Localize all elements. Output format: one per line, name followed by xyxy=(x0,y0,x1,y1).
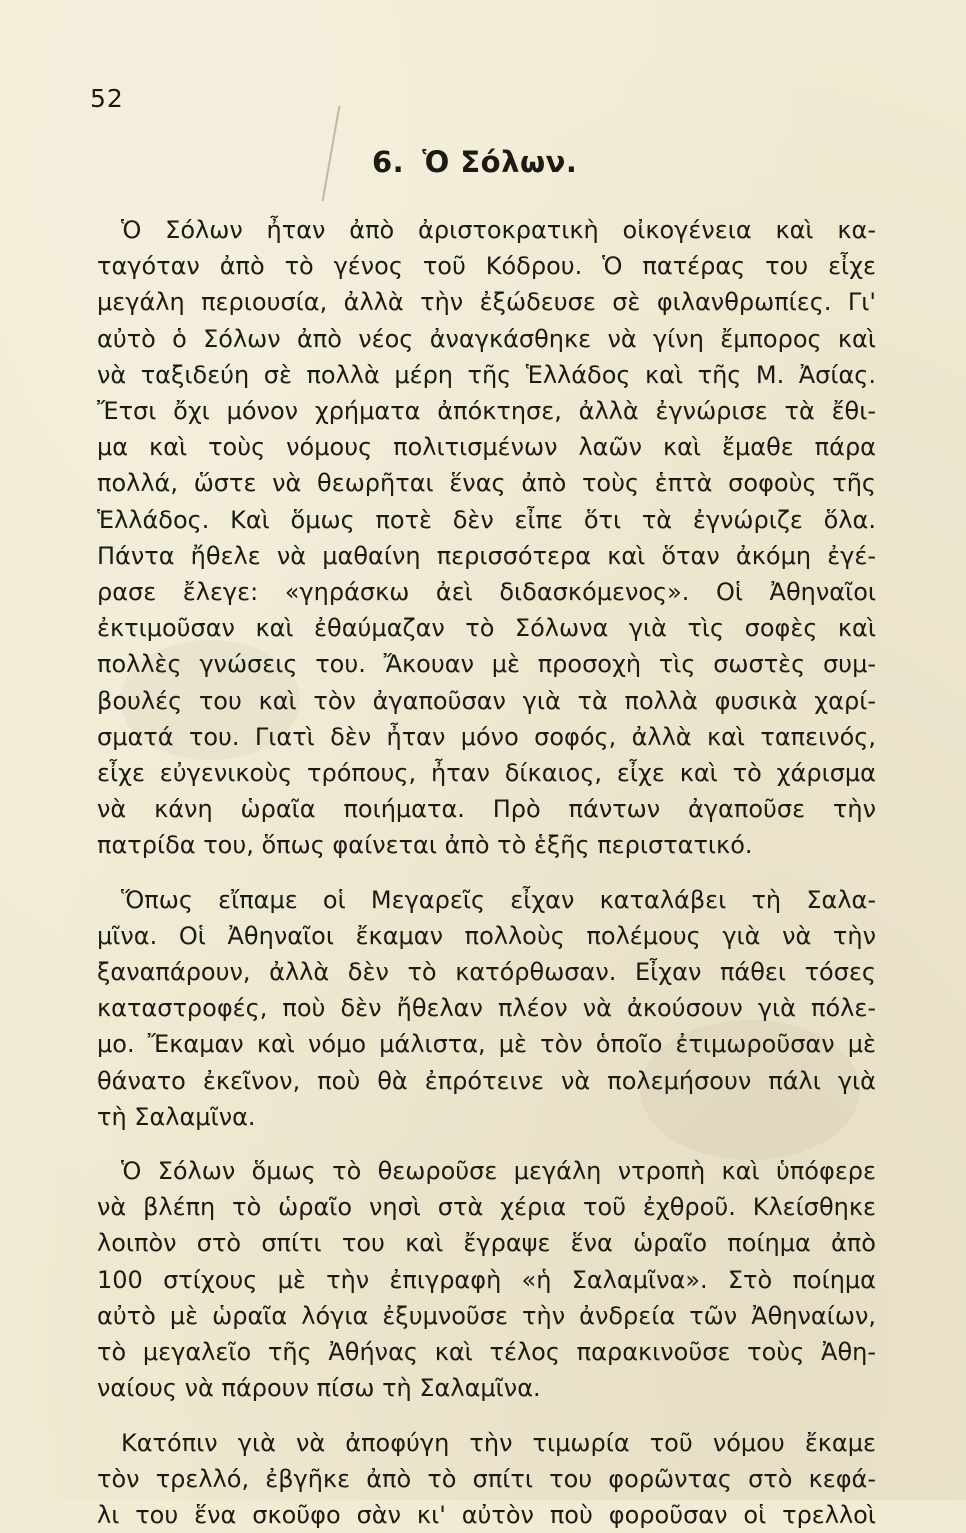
chapter-title: Ὁ Σόλων. xyxy=(422,145,577,179)
text-line: 100 στίχους μὲ τὴν ἐπιγραφὴ «ἡ Σαλαμῖνα». Στὸ ποίημα xyxy=(97,1262,876,1298)
text-line: τὸ μεγαλεῖο τῆς Ἀθήνας καὶ τέλος παρακινοῦσε τοὺς Ἀθη- xyxy=(97,1334,876,1370)
text-line: αὐτὸ ὁ Σόλων ἀπὸ νέος ἀναγκάσθηκε νὰ γίνη ἔμπορος καὶ xyxy=(97,321,876,357)
text-line: τὴ Σαλαμῖνα. xyxy=(97,1099,876,1135)
text-line: Ὁ Σόλων ἦταν ἀπὸ ἀριστοκρατικὴ οἰκογένεια καὶ κα- xyxy=(97,212,876,248)
text-line: θάνατο ἐκεῖνον, ποὺ θὰ ἐπρότεινε νὰ πολεμήσουν πάλι γιὰ xyxy=(97,1063,876,1099)
text-line: σματά του. Γιατὶ δὲν ἦταν μόνο σοφός, ἀλλὰ καὶ ταπεινός, xyxy=(97,719,876,755)
text-line: νὰ βλέπη τὸ ὡραῖο νησὶ στὰ χέρια τοῦ ἐχθροῦ. Κλείσθηκε xyxy=(97,1189,876,1225)
text-line: ναίους νὰ πάρουν πίσω τὴ Σαλαμῖνα. xyxy=(97,1370,876,1406)
text-line: ταγόταν ἀπὸ τὸ γένος τοῦ Κόδρου. Ὁ πατέρας του εἶχε xyxy=(97,248,876,284)
page-number: 52 xyxy=(90,84,124,113)
body-text xyxy=(97,212,876,1533)
text-line: Κατόπιν γιὰ νὰ ἀποφύγη τὴν τιμωρία τοῦ νόμου ἔκαμε xyxy=(97,1425,876,1461)
text-line: Ὅπως εἴπαμε οἱ Μεγαρεῖς εἶχαν καταλάβει τὴ Σαλα- xyxy=(97,882,876,918)
paragraph xyxy=(97,1153,876,1406)
chapter-number: 6. xyxy=(372,145,404,179)
text-line: μα καὶ τοὺς νόμους πολιτισμένων λαῶν καὶ ἔμαθε πάρα xyxy=(97,429,876,465)
text-line: πατρίδα του, ὅπως φαίνεται ἀπὸ τὸ ἑξῆς περιστατικό. xyxy=(97,827,876,863)
text-line: Ἔτσι ὄχι μόνον χρήματα ἀπόκτησε, ἀλλὰ ἐγνώρισε τὰ ἔθι- xyxy=(97,393,876,429)
text-line: Πάντα ἤθελε νὰ μαθαίνη περισσότερα καὶ ὅταν ἀκόμη ἐγέ- xyxy=(97,538,876,574)
text-line: Ὁ Σόλων ὅμως τὸ θεωροῦσε μεγάλη ντροπὴ καὶ ὑπόφερε xyxy=(97,1153,876,1189)
text-line: ξαναπάρουν, ἀλλὰ δὲν τὸ κατόρθωσαν. Εἶχαν πάθει τόσες xyxy=(97,954,876,990)
paragraph xyxy=(97,1425,876,1533)
text-line: μεγάλη περιουσία, ἀλλὰ τὴν ἐξώδευσε σὲ φιλανθρωπίες. Γι' xyxy=(97,284,876,320)
text-line: Ἑλλάδος. Καὶ ὅμως ποτὲ δὲν εἶπε ὅτι τὰ ἐγνώριζε ὅλα. xyxy=(97,502,876,538)
text-line: νὰ κάνη ὡραῖα ποιήματα. Πρὸ πάντων ἀγαποῦσε τὴν xyxy=(97,791,876,827)
paragraph xyxy=(97,882,876,1135)
text-line: πολλά, ὥστε νὰ θεωρῆται ἕνας ἀπὸ τοὺς ἑπτὰ σοφοὺς τῆς xyxy=(97,465,876,501)
text-line: αὐτὸ μὲ ὡραῖα λόγια ἐξυμνοῦσε τὴν ἀνδρεία τῶν Ἀθηναίων, xyxy=(97,1298,876,1334)
chapter-heading xyxy=(372,145,577,179)
text-line: νὰ ταξιδεύη σὲ πολλὰ μέρη τῆς Ἑλλάδος καὶ τῆς Μ. Ἀσίας. xyxy=(97,357,876,393)
text-line: πολλὲς γνώσεις του. Ἄκουαν μὲ προσοχὴ τὶς σωστὲς συμ- xyxy=(97,646,876,682)
text-line: ἐκτιμοῦσαν καὶ ἐθαύμαζαν τὸ Σόλωνα γιὰ τὶς σοφὲς καὶ xyxy=(97,610,876,646)
pencil-margin-mark xyxy=(322,106,359,201)
text-line: λοιπὸν στὸ σπίτι του καὶ ἔγραψε ἕνα ὡραῖο ποίημα ἀπὸ xyxy=(97,1225,876,1261)
paragraph xyxy=(97,212,876,864)
text-line: βουλές του καὶ τὸν ἀγαποῦσαν γιὰ τὰ πολλὰ φυσικὰ χαρί- xyxy=(97,683,876,719)
text-line: λι του ἕνα σκοῦφο σὰν κι' αὐτὸν ποὺ φοροῦσαν οἱ τρελλοὶ xyxy=(97,1497,876,1533)
text-line: καταστροφές, ποὺ δὲν ἤθελαν πλέον νὰ ἀκούσουν γιὰ πόλε- xyxy=(97,990,876,1026)
text-line: τὸν τρελλό, ἐβγῆκε ἀπὸ τὸ σπίτι του φορῶντας στὸ κεφά- xyxy=(97,1461,876,1497)
text-line: εἶχε εὐγενικοὺς τρόπους, ἦταν δίκαιος, εἶχε καὶ τὸ χάρισμα xyxy=(97,755,876,791)
text-line: ρασε ἔλεγε: «γηράσκω ἀεὶ διδασκόμενος». Οἱ Ἀθηναῖοι xyxy=(97,574,876,610)
text-line: μο. Ἔκαμαν καὶ νόμο μάλιστα, μὲ τὸν ὁποῖο ἐτιμωροῦσαν μὲ xyxy=(97,1026,876,1062)
text-line: μῖνα. Οἱ Ἀθηναῖοι ἔκαμαν πολλοὺς πολέμους γιὰ νὰ τὴν xyxy=(97,918,876,954)
